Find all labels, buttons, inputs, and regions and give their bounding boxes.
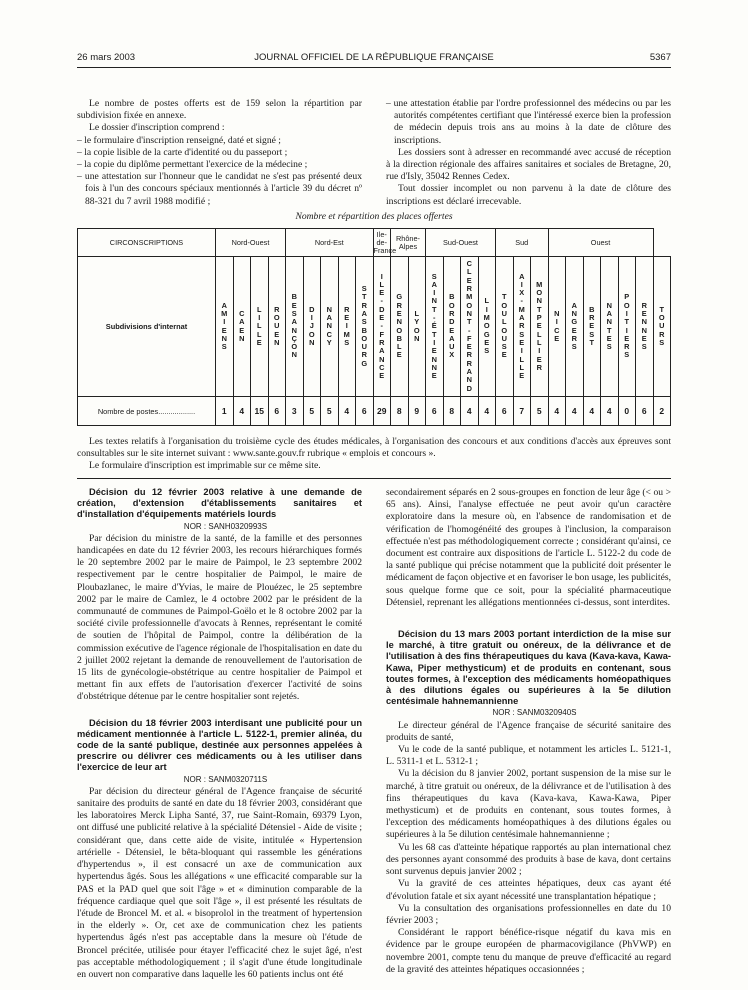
postes-value: 6 [426, 397, 444, 426]
city-header: N A N C Y [321, 257, 339, 397]
paragraph: Le dossier d'inscription comprend : [89, 122, 225, 134]
postes-value: 5 [321, 397, 339, 426]
paragraph: Vu le code de la santé publique, et notamment les articles L. 5121-1, L. 5311-1 et L. 5312-1 ; [386, 744, 671, 768]
nor-reference: NOR : SANM0320940S [492, 708, 577, 718]
paragraph: Vu la gravité de ces atteintes hépatiques, deux cas ayant été d'évolution fatale et six ayant nécessité une transplantation hépatique ; [386, 878, 671, 902]
city-header: R E N N E S [636, 257, 654, 397]
page-header [77, 52, 671, 66]
postes-value: 5 [303, 397, 321, 426]
paragraph: Vu les 68 cas d'atteinte hépatique rapportés au plan international chez des personnes ayant consommé des produits à base de kava, dont certains sont survenus depuis janvier 2002 ; [386, 841, 671, 878]
paragraph: Par décision du directeur général de l'Agence française de sécurité sanitaire des produits de santé en date du 18 février 2003, considérant que les laboratoires Merck Lipha Santé, 37, rue Saint-Romain, 69379 Lyon, ont diffusé une publicité relative à la spécialité Détensiel - Aide de visite ; considérant que, dans cette aide de visite, intitulée « Hypertension artérielle - Détensiel, le bêta-bloquant qui rassemble les générations d'hypertendus », il est consacré un axe de communication aux hypertendus âgés. Sous les allégations « une efficacité comparable sur la PAS et la PAD quel que soit l'âge » et « diminution comparable de la fréquence cardiaque quel que soit l'âge », il est présenté les résultats de l'étude de Broncel M. et al. « bisoprolol in the treatment of hypertension in the elderly ». Or, cet axe de communication chez les patients hypertendus âgés n'est pas acceptable dans la mesure où l'étude de Broncel précitée, utilisée pour étayer l'efficacité chez le sujet âgé, n'est pas acceptable méthodologiquement ; il s'agit d'une étude longitudinale en ouvert non comparative dans laquelle les 60 patients inclus ont été [77, 785, 362, 980]
postes-value: 3 [286, 397, 304, 426]
postes-value: 8 [443, 397, 461, 426]
postes-value: 4 [461, 397, 479, 426]
city-header: N A N T E S [601, 257, 619, 397]
table-row [78, 397, 671, 426]
city-header: A N G E R S [566, 257, 584, 397]
city-header: R O U E N [268, 257, 286, 397]
city-header: I L E - D E - F R A N C E [373, 257, 391, 397]
city-header: B O R D E A U X [443, 257, 461, 397]
postes-value: 0 [618, 397, 636, 426]
paragraph: Vu la consultation des organisations professionnelles en date du 10 février 2003 ; [386, 902, 671, 926]
city-header: D I J O N [303, 257, 321, 397]
paragraph: Le nombre de postes offerts est de 159 selon la répartition par subdivision fixée en annexe. [77, 98, 362, 122]
bottom-left-column [77, 487, 362, 981]
postes-value: 29 [373, 397, 391, 426]
postes-value: 6 [356, 397, 374, 426]
paragraph: secondairement séparés en 2 sous-groupes en fonction de leur âge (< ou > 65 ans). Ainsi, l'analyse effectuée ne peut avoir qu'un caractère exploratoire dans la mesure où, en l'absence de randomisation et de vérification de l'homogénéité des groupes à l'inclusion, la comparaison effectuée n'est pas méthodologiquement correcte ; considérant qu'ainsi, ce document est contraire aux dispositions de l'article L. 5122-2 du code de la santé publique qui précise notamment que la publicité doit présenter le médicament de façon objective et en favoriser le bon usage, les publicités, sous quelque forme que ce soit, pour la spécialité pharmaceutique Détensiel, reprenant les allégations mentionnées ci-dessus, sont interdites. [386, 487, 671, 608]
circonscriptions-header: CIRCONSCRIPTIONS [78, 229, 216, 257]
group-header: Nord-Ouest [216, 229, 286, 257]
list-item: – une attestation établie par l'ordre professionnel des médecins ou par les autorités compétentes certifiant que l'intéressé exerce bien la profession de médecin depuis trois ans au moins à la date de clôture des inscriptions. [386, 98, 671, 146]
decision-heading: Décision du 18 février 2003 interdisant une publicité pour un médicament mentionnée à l'article L. 5122-1, premier alinéa, du code de la santé publique, destinée aux personnes appelées à prescrire ou délivrer ces médicaments ou à les utiliser dans l'exercice de leur art [77, 717, 362, 773]
group-header: Sud [496, 229, 549, 257]
city-header: M O N T P E L L I E R [531, 257, 549, 397]
city-header: R E I M S [338, 257, 356, 397]
city-header: S T R A S B O U R G [356, 257, 374, 397]
subdivisions-label: Subdivisions d'internat [78, 257, 216, 397]
city-header: N I C E [548, 257, 566, 397]
city-header: B E S A N Ç O N [286, 257, 304, 397]
group-header: Sud-Ouest [426, 229, 496, 257]
paragraph: Les textes relatifs à l'organisation du troisième cycle des études médicales, à l'organisation des concours et aux conditions d'accès aux épreuves sont consultables sur le site internet suivant : www.sante.gouv.fr rubrique « emplois et concours ». [77, 436, 671, 460]
city-header: G R E N O B L E [391, 257, 409, 397]
paragraph: Vu la décision du 8 janvier 2002, portant suspension de la mise sur le marché, à titre gratuit ou onéreux, de la délivrance et de l'utilisation à des fins thérapeutiques du kava (Kava-kava, Kawa-Kawa, Piper methysticum) et de produits en contenant, sous toutes formes, à l'exception des médicaments homéopathiques à des dilutions égales ou supérieures à la 5e dilution centésimale hahnemannienne ; [386, 768, 671, 841]
top-left-column [77, 98, 362, 208]
paragraph: Par décision du ministre de la santé, de la famille et des personnes handicapées en date du 12 février 2003, les recours hiérarchiques formés le 20 septembre 2002 par le maire de Paimpol, le 23 septembre 2002 respectivement par le centre hospitalier de Paimpol, le maire de Ploubazlanec, le maire d'Yvias, le maire de Plouézec, le 25 septembre 2002 par le maire de Camlez, le 4 octobre 2002 par le président de la communauté de communes de Paimpol-Goëlo et le 8 octobre 2002 par la société civile professionnelle d'avocats à Rennes, représentant le comité de soutien de l'hôpital de Paimpol, contre la délibération de la commission exécutive de l'agence régionale de l'hospitalisation en date du 2 juillet 2002 rejetant la demande de renouvellement de l'autorisation de 15 lits de gynécologie-obstétrique au centre hospitalier de Paimpol et mettant fin aux effets de l'autorisation d'exercer l'activité de soins d'obstétrique détenue par le centre hospitalier sont rejetés. [77, 532, 362, 703]
group-header: Nord-Est [286, 229, 374, 257]
postes-value: 6 [268, 397, 286, 426]
city-header: C L E R M O N T - F E R R A N D [461, 257, 479, 397]
group-header: Ile-de-France [373, 229, 397, 255]
list-item: – une attestation sur l'honneur que le candidat ne s'est pas présenté deux fois à l'un des concours spéciaux mentionnés à l'article 39 du décret nº 88-321 du 7 avril 1988 modifié ; [77, 171, 362, 207]
postes-value: 4 [233, 397, 251, 426]
header-page-number: 5367 [649, 52, 671, 63]
city-header: L Y O N [408, 257, 426, 397]
postes-value: 4 [601, 397, 619, 426]
decision-body [386, 720, 671, 976]
nor-reference: NOR : SANM0320711S [183, 774, 268, 784]
list-item: – la copie lisible de la carte d'identité ou du passeport ; [77, 146, 288, 158]
list-item: – le formulaire d'inscription renseigné, daté et signé ; [77, 134, 281, 146]
top-right-column [386, 98, 671, 208]
paragraph: Les dossiers sont à adresser en recommandé avec accusé de réception à la direction régionale des affaires sanitaires et sociales de Bretagne, 20, rue d'Isly, 35042 Rennes Cedex. [386, 146, 671, 183]
header-rule [77, 67, 671, 68]
postes-value: 8 [391, 397, 409, 426]
bottom-right-column [386, 487, 671, 976]
nor-reference: NOR : SANH0320993S [183, 521, 268, 531]
city-header: B R E S T [583, 257, 601, 397]
postes-value: 6 [636, 397, 654, 426]
city-header: S A I N T - É T I E N N E [426, 257, 444, 397]
city-header: A M I E N S [216, 257, 234, 397]
list-item: – la copie du diplôme permettant l'exercice de la médecine ; [77, 159, 308, 171]
postes-value: 1 [216, 397, 234, 426]
paragraph: Tout dossier incomplet ou non parvenu à la date de clôture des inscriptions est déclaré irrecevable. [386, 183, 671, 207]
table-caption: Nombre et répartition des places offertes [295, 211, 453, 222]
table-row [78, 229, 671, 257]
postes-value: 5 [531, 397, 549, 426]
postes-value: 4 [566, 397, 584, 426]
postes-value: 4 [338, 397, 356, 426]
paragraph: Le directeur général de l'Agence française de sécurité sanitaire des produits de santé, [386, 719, 671, 743]
postes-value: 4 [478, 397, 496, 426]
postes-value: 4 [583, 397, 601, 426]
postes-value: 2 [653, 397, 671, 426]
city-header: C A E N [233, 257, 251, 397]
paragraph: Considérant le rapport bénéfice-risque négatif du kava mis en évidence par le groupe européen de pharmacovigilance (PhVWP) en novembre 2001, compte tenu du manque de preuve d'efficacité au regard de la gravité des atteintes hépatiques occasionnées ; [386, 927, 671, 975]
header-title: JOURNAL OFFICIEL DE LA RÉPUBLIQUE FRANÇAISE [254, 52, 494, 63]
city-header: T O U R S [653, 257, 671, 397]
postes-value: 7 [513, 397, 531, 426]
table-row [78, 257, 671, 397]
paragraph: Le formulaire d'inscription est imprimable sur ce même site. [89, 460, 321, 472]
city-header: T O U L O U S E [496, 257, 514, 397]
section-rule [77, 478, 671, 479]
postes-value: 9 [408, 397, 426, 426]
postes-value: 4 [548, 397, 566, 426]
city-header: L I L L E [251, 257, 269, 397]
group-header: Rhône-Alpes [391, 229, 426, 257]
header-date: 26 mars 2003 [77, 52, 136, 63]
group-header: Ouest [548, 229, 653, 257]
postes-value: 6 [496, 397, 514, 426]
postes-value: 15 [251, 397, 269, 426]
city-header: A I X - M A R S E I L L E [513, 257, 531, 397]
positions-table [77, 228, 671, 426]
decision-heading: Décision du 12 février 2003 relative à une demande de création, d'extension d'établissements sanitaires et d'installation d'équipements matériels lourds [77, 487, 362, 520]
postes-label: Nombre de postes.................. [78, 397, 216, 426]
city-header: L I M O G E S [478, 257, 496, 397]
after-table-text [77, 436, 671, 473]
city-header: P O I T I E R S [618, 257, 636, 397]
decision-heading: Décision du 13 mars 2003 portant interdiction de la mise sur le marché, à titre gratuit ou onéreux, de la délivrance et de l'utilisation à des fins thérapeutiques du kava (Kava-kava, Kawa-Kawa, Piper methysticum) et de produits en contenant, sous toutes formes, à l'exception des médicaments homéopathiques à des dilutions égales ou supérieures à la 5e dilution centésimale hahnemannienne [386, 629, 671, 707]
